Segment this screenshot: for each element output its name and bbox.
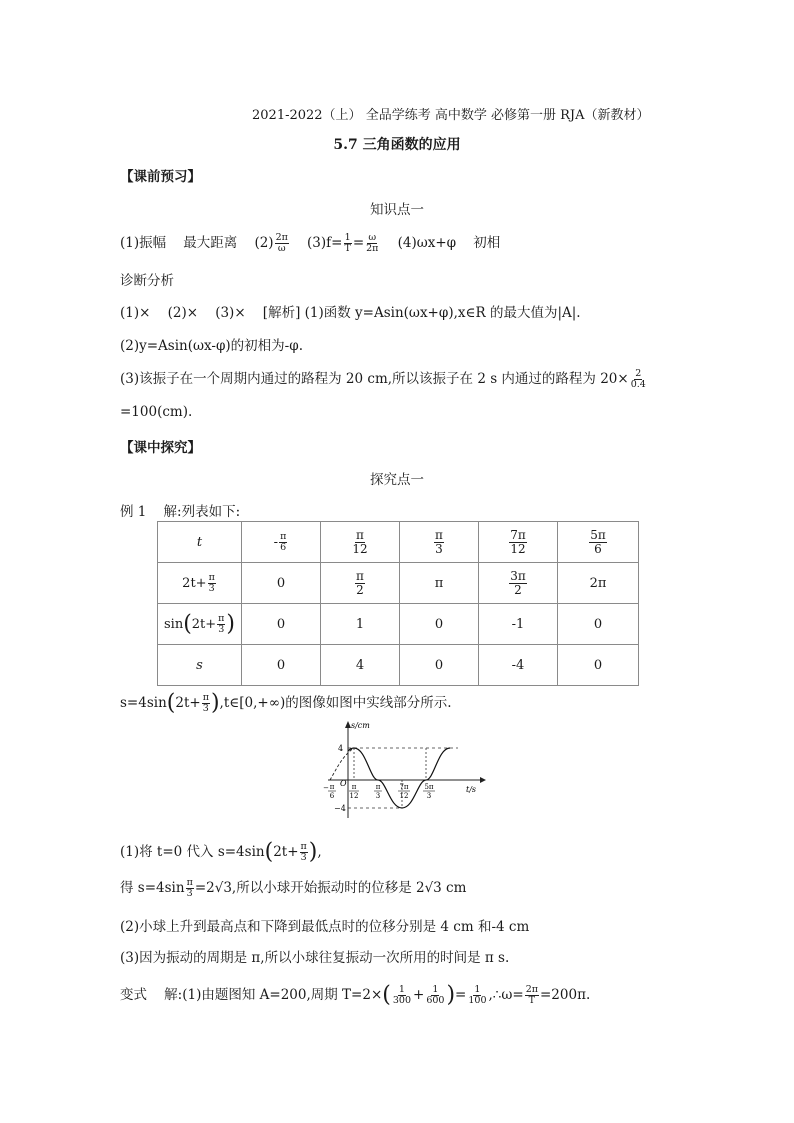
diagnosis-line-2: (2)y=Asin(ωx-φ)的初相为-φ. [120,338,303,354]
q3-line: (3)因为振动的周期是 π,所以小球往复振动一次所用的时间是 π s. [120,950,510,966]
explore-point-title: 探究点一 [370,472,424,488]
x-axis-label: t/s [466,785,477,794]
table-cell: -1 [479,604,558,645]
y-axis-label: s/cm [351,721,370,730]
table-cell: 0 [558,645,639,686]
fraction-den: ω [277,243,286,254]
q1-line-1: (1)将 t=0 代入 s=4sin(2t+ $\frac{\pi}{3}$ ), [120,839,322,865]
row-label-2t: 2t+ $\frac{\pi}{3}$ [158,563,242,604]
q1-line-2: 得 s=4sin $\frac{\pi}{3}$ =2√3,所以小球开始振动时的位移是 2√3 cm [120,877,467,899]
answer-text-3: = [352,235,365,251]
y-max-label: 4 [338,744,344,753]
formula-line: s=4sin(2t+ $\frac{\pi}{3}$ ),t∈[0,+∞)的图像如图中实线部分所示. [120,690,452,716]
fraction-num: 2 [635,368,642,380]
table-cell: $\frac{7\pi}{12}$ [479,522,558,563]
fraction-omega [365,233,379,254]
fraction-den: T [344,243,351,254]
row-label-t: t [158,522,242,563]
table-cell: π [400,563,479,604]
diagnosis-3-text: (3)该振子在一个周期内通过的路程为 20 cm,所以该振子在 2 s 内通过的路程为 20× [120,371,629,387]
fraction-ratio [630,369,647,390]
y-min-label: −4 [334,804,346,813]
answer-text-1: (1)振幅 最大距离 (2) [120,235,274,251]
table-cell: $\frac{\pi}{2}$ [321,563,400,604]
svg-text:3: 3 [375,792,381,800]
svg-text:12: 12 [349,792,359,800]
table-cell: 0 [242,604,321,645]
table-cell: $\frac{3\pi}{2}$ [479,563,558,604]
fraction-period [275,233,289,254]
row-label-s: s [158,645,242,686]
answer-text-2: (3)f= [289,235,343,251]
table-row [158,522,639,563]
table-cell: $\frac{\pi}{3}$ [400,522,479,563]
knowledge-point-title: 知识点一 [370,202,424,218]
table-cell: - $\frac{\pi}{6}$ [242,522,321,563]
fraction-num: ω [368,232,377,244]
page-header: 2021-2022（上） 全品学练考 高中数学 必修第一册 RJA（新教材） [252,108,650,123]
fraction-num: 1 [344,232,351,244]
svg-text:π: π [375,783,381,791]
table-row [158,563,639,604]
svg-text:π: π [329,783,335,791]
table-cell: 0 [558,604,639,645]
table-cell: 1 [321,604,400,645]
diagnosis-line-3-cont: =100(cm). [120,404,193,420]
table-cell: 0 [242,645,321,686]
svg-text:3: 3 [426,792,432,800]
q2-line: (2)小球上升到最高点和下降到最低点时的位移分别是 4 cm 和-4 cm [120,919,530,935]
variant-line: 变式 解:(1)由题图知 A=200,周期 T=2×( $\frac{1}{300}$ + $\frac{1}{600}$ )= $\frac{1}{100}$ ,∴ω= $\frac{2\pi}{T}$ =200π. [120,982,591,1008]
table-cell: $\frac{\pi}{12}$ [321,522,400,563]
sine-graph [318,718,488,820]
table-cell: 2π [558,563,639,604]
explore-heading: 【课中探究】 [120,440,201,456]
example-label: 例 1 解:列表如下: [120,504,241,520]
diagnosis-line-3 [120,367,648,390]
answer-text-4: (4)ωx+φ 初相 [380,235,501,251]
table-row [158,604,639,645]
preview-heading: 【课前预习】 [120,169,201,185]
section-title: 5.7 三角函数的应用 [333,137,461,153]
origin-label: O [340,779,347,788]
svg-text:5π: 5π [424,783,434,791]
table-row [158,645,639,686]
table-cell: 4 [321,645,400,686]
fraction-frequency [343,233,351,254]
svg-text:12: 12 [399,792,409,800]
table-cell: $\frac{5\pi}{6}$ [558,522,639,563]
diagnosis-line-1: (1)× (2)× (3)× [解析] (1)函数 y=Asin(ωx+φ),x∈R 的最大值为|A|. [120,305,581,321]
table-cell: 0 [242,563,321,604]
row-label-sin: sin(2t+ $\frac{\pi}{3}$ ) [158,604,242,645]
table-cell: -4 [479,645,558,686]
fraction-num: 2π [275,232,288,244]
table-cell: 0 [400,604,479,645]
knowledge-answers [120,231,500,254]
x-axis-arrow [480,777,486,783]
table-cell: 0 [400,645,479,686]
svg-text:6: 6 [329,792,335,800]
svg-text:−: − [323,784,329,792]
fraction-den: 2π [366,243,379,254]
diagnosis-title: 诊断分析 [120,273,174,289]
fraction-den: 0.4 [630,379,646,390]
value-table [157,521,639,686]
svg-text:π: π [351,783,357,791]
svg-text:7π: 7π [399,783,409,791]
